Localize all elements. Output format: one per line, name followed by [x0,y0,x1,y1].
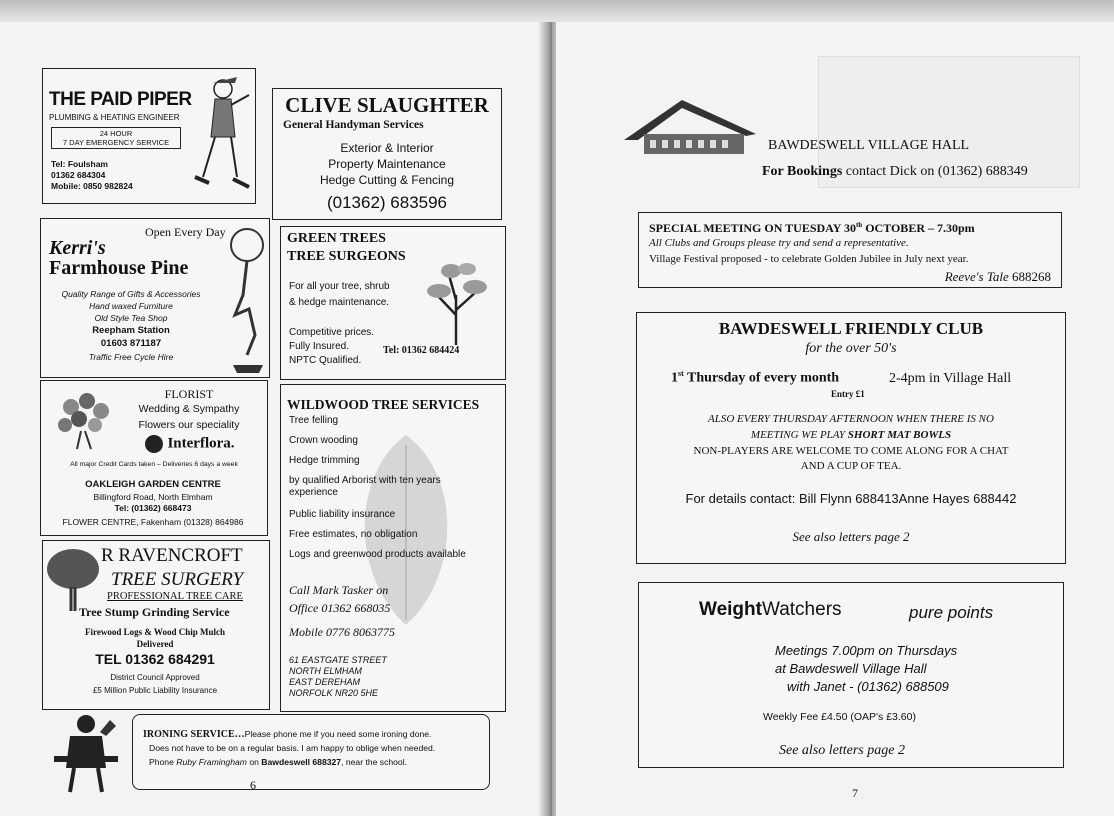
wildwood-service-5: Public liability insurance [289,509,396,520]
green-trees-title-1: GREEN TREES [287,231,386,246]
friendly-day-num: 1 [671,370,678,386]
weight-fee: Weekly Fee £4.50 (OAP's £3.60) [763,711,916,723]
wildwood-address-2: NORTH ELMHAM [289,666,362,676]
paid-piper-phone: 01362 684304 [51,170,106,180]
wildwood-service-6: Free estimates, no obligation [289,529,418,540]
wildwood-office: Office 01362 668035 [289,601,391,615]
ironing-phone-post: , near the school. [341,757,408,767]
reeves-tale-phone: 688268 [1008,269,1051,284]
wildwood-service-2: Crown wooding [289,435,358,446]
wildwood-call: Call Mark Tasker on [289,583,389,597]
special-title-sup: th [855,221,863,229]
ironing-line-2: Does not have to be on a regular basis. I am happy to oblige when needed. [149,743,436,753]
page-number-right: 7 [852,786,858,800]
hall-bookings-contact: contact Dick on (01362) 688349 [842,164,1028,179]
ironing-ad [132,714,490,790]
friendly-also-3: NON-PLAYERS ARE WELCOME TO COME ALONG FOR A CHAT [693,445,1009,457]
green-trees-line-5: NPTC Qualified. [289,355,362,366]
kerris-open-every-day: Open Every Day [145,225,226,239]
special-signature [945,269,1051,285]
interflora-brand: Interflora. [167,435,235,452]
friendly-time: 2-4pm in Village Hall [889,371,1012,386]
special-meeting-title [649,221,975,236]
special-meeting-box [638,212,1062,288]
weight-watchers-bold: Weight [699,599,762,620]
friendly-also-1: ALSO EVERY THURSDAY AFTERNOON WHEN THERE IS NO [708,413,994,425]
florist-tel: Tel: (01362) 668473 [114,503,192,513]
wildwood-service-1: Tree felling [289,415,339,426]
ravencroft-insurance: £5 Million Public Liability Insurance [92,686,218,695]
wildwood-service-4: by qualified Arborist with ten years experience [289,475,441,498]
piper-figure-icon [185,73,255,201]
ironing-line-1 [143,729,483,740]
paid-piper-mobile: Mobile: 0850 982824 [51,181,133,191]
special-title-main: SPECIAL MEETING ON TUESDAY 30 [649,221,856,235]
florist-line-2: Flowers our speciality [138,419,240,431]
florist-title: FLORIST [164,387,214,401]
ironing-text-1: Please phone me if you need some ironing done. [244,729,432,739]
kerris-farmhouse-pine-ad [40,218,270,378]
ravencroft-tel: TEL 01362 684291 [95,651,215,667]
hours-line-1: 24 HOUR [99,129,133,138]
ravencroft-pro: PROFESSIONAL TREE CARE [107,591,243,602]
clive-subtitle: General Handyman Services [283,119,424,131]
page-number-left: 6 [250,778,256,792]
clive-slaughter-ad [272,88,502,220]
paid-piper-ad [42,68,256,204]
wildwood-ad [280,384,506,712]
hall-title: BAWDESWELL VILLAGE HALL [768,138,970,153]
kerris-name-1: Kerri's [49,237,106,259]
special-title-post: OCTOBER – 7.30pm [862,221,975,235]
viewer-top-bar [0,0,1114,22]
pure-points: pure points [909,603,994,622]
friendly-also-2-pre: MEETING WE PLAY [750,429,848,441]
clive-line-3: Hedge Cutting & Fencing [319,173,455,187]
ravencroft-ad [42,540,270,710]
paid-piper-tel: Tel: Foulsham [51,159,108,169]
kerris-line-5: Traffic Free Cycle Hire [88,352,174,362]
paid-piper-title: THE PAID PIPER [49,89,192,110]
florist-branch: FLOWER CENTRE, Fakenham (01328) 864986 [62,517,244,527]
friendly-club-box [636,312,1066,564]
weight-line-2: at Bawdeswell Village Hall [775,661,927,676]
kerris-line-4: Reepham Station [92,325,170,336]
ravencroft-subtitle: TREE SURGERY [111,569,244,590]
hall-bookings-label: For Bookings [762,164,843,179]
hall-bookings [762,164,1028,180]
left-page [0,22,548,816]
clive-line-1: Exterior & Interior [340,141,434,155]
hours-line-2: 7 DAY EMERGENCY SERVICE [62,138,170,147]
clive-line-2: Property Maintenance [328,157,446,171]
florist-centre-name: OAKLEIGH GARDEN CENTRE [85,479,221,490]
florist-cards: All major Credit Cards taken – Deliveries 6 days a week [70,461,238,468]
ironing-phone-mid: on [246,757,262,767]
wildwood-service-7: Logs and greenwood products available [289,549,466,560]
special-line-2: Village Festival proposed - to celebrate Golden Jubilee in July next year. [649,253,969,265]
ironing-phone: Bawdeswell 688327 [261,757,342,767]
wildwood-address-4: NORFOLK NR20 5HE [289,688,379,698]
friendly-subtitle: for the over 50's [805,341,897,356]
kerris-phone: 01603 871187 [100,338,162,349]
wildwood-address-1: 61 EASTGATE STREET [289,655,387,665]
tree-icon [419,255,493,345]
florist-address: Billingford Road, North Elmham [93,492,213,502]
friendly-also-4: AND A CUP OF TEA. [800,460,902,472]
weight-line-3: with Janet - (01362) 688509 [787,679,949,694]
ravencroft-logs: Firewood Logs & Wood Chip Mulch [85,627,225,637]
weight-watchers-box [638,582,1064,768]
friendly-day-sup: st [678,369,684,378]
friendly-contact: For details contact: Bill Flynn 688413Anne Hayes 688442 [685,491,1017,506]
weight-see-also: See also letters page 2 [779,743,905,758]
weight-watchers-brand [699,599,842,621]
wildwood-title: WILDWOOD TREE SERVICES [287,397,480,412]
green-trees-tel: Tel: 01362 684424 [383,345,460,356]
ravencroft-stump: Tree Stump Grinding Service [79,605,230,619]
paid-piper-subtitle: PLUMBING & HEATING ENGINEER [49,113,180,122]
friendly-also-2 [637,429,1065,441]
green-trees-title-2: TREE SURGEONS [287,249,406,264]
friendly-title: BAWDESWELL FRIENDLY CLUB [718,319,984,338]
ravencroft-approved: District Council Approved [110,673,200,682]
wildwood-service-3: Hedge trimming [289,455,360,466]
ironing-figure-icon [52,712,120,794]
interflora-mercury-icon [145,435,163,453]
clive-phone: (01362) 683596 [326,193,448,212]
flower-bouquet-icon [51,391,117,451]
reeves-tale: Reeve's Tale [944,269,1009,284]
short-mat-bowls: SHORT MAT BOWLS [847,429,952,441]
ravencroft-delivered: Delivered [136,639,174,649]
green-trees-ad [280,226,506,380]
interflora-logo [145,435,235,453]
green-trees-line-1: For all your tree, shrub [289,281,390,292]
special-line-1: All Clubs and Groups please try and send a representative. [649,237,909,249]
wildwood-address-3: EAST DEREHAM [289,677,361,687]
lamp-statue-icon [219,225,269,375]
florist-ad [40,380,268,536]
kerris-line-1: Quality Range of Gifts & Accessories [61,289,201,299]
florist-line-1: Wedding & Sympathy [138,403,240,415]
weight-line-1: Meetings 7.00pm on Thursdays [775,643,958,658]
ironing-name: Ruby Framingham [176,757,247,767]
kerris-name-2: Farmhouse Pine [49,257,189,279]
weight-watchers-rest: Watchers [761,599,842,620]
ironing-title: IRONING SERVICE… [143,729,245,740]
friendly-day-text: Thursday of every month [683,370,840,386]
wildwood-mobile: Mobile 0776 8063775 [289,625,395,639]
friendly-see-also: See also letters page 2 [792,529,910,544]
kerris-line-3: Old Style Tea Shop [94,313,168,323]
friendly-entry: Entry £1 [831,389,865,399]
clive-title: CLIVE SLAUGHTER [285,93,489,117]
green-trees-line-2: & hedge maintenance. [289,297,390,308]
paid-piper-hours [51,127,181,149]
ironing-line-3 [149,757,407,767]
friendly-day [671,369,839,387]
kerris-line-2: Hand waxed Furniture [89,301,173,311]
ironing-phone-pre: Phone [149,757,177,767]
right-page [556,22,1114,816]
village-hall-icon [622,96,758,156]
oak-tree-icon [45,547,101,611]
green-trees-line-4: Fully Insured. [289,341,350,352]
ravencroft-name: R RAVENCROFT [101,545,243,566]
green-trees-line-3: Competitive prices. [289,327,375,338]
